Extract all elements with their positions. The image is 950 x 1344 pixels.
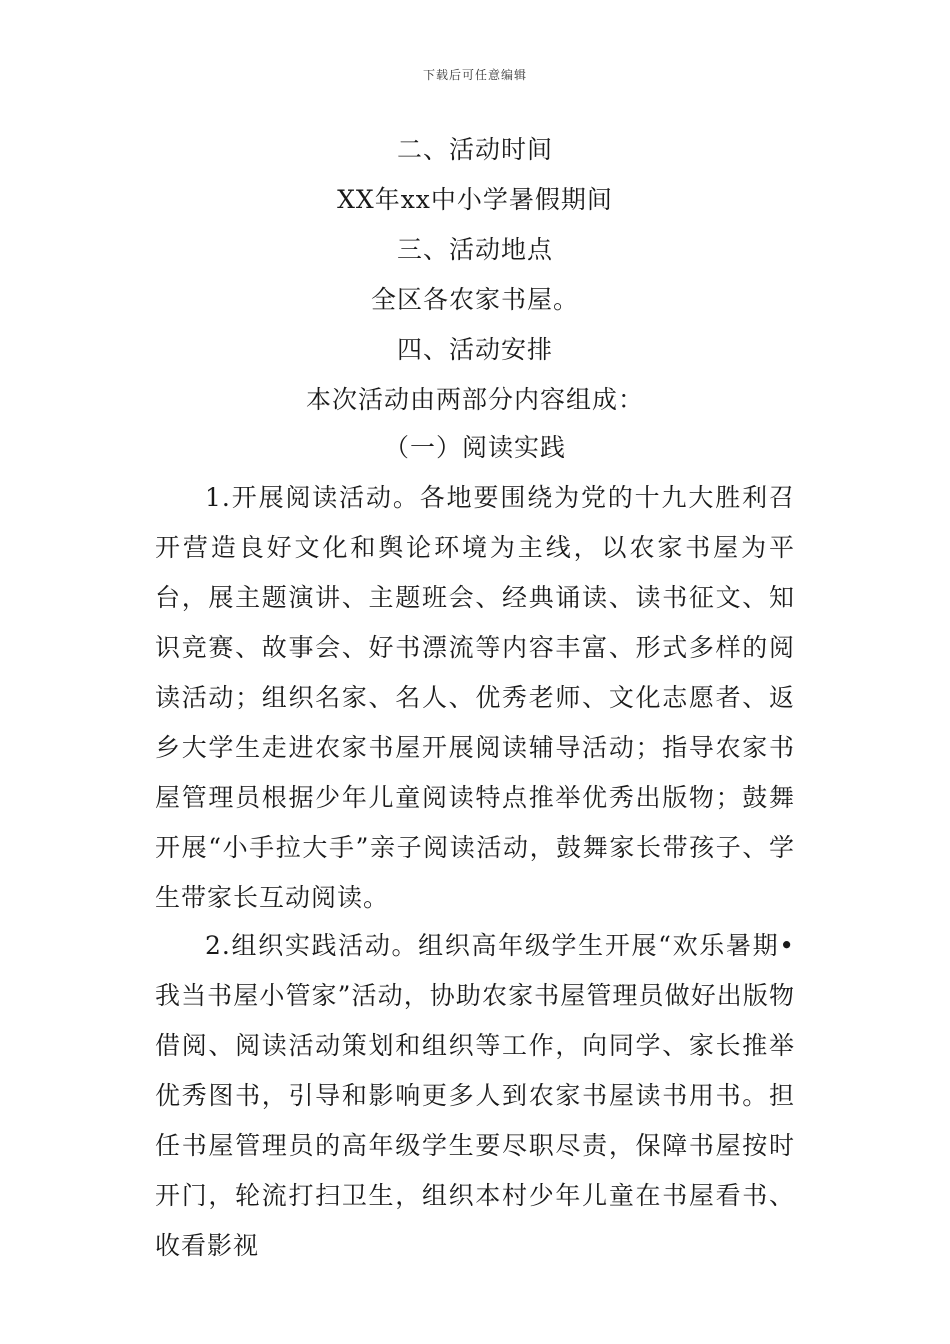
- heading-activity-arrangement: 四、活动安排: [396, 335, 553, 364]
- section-reading-practice: （一）阅读实践: [383, 433, 566, 462]
- header-note: 下载后可任意编辑: [422, 68, 527, 82]
- activity-place-value: 全区各农家书屋。: [370, 285, 579, 314]
- paragraph-reading-activities: 1.开展阅读活动。各地要围绕为党的十九大胜利召开营造良好文化和舆论环境为主线，以农家书屋为平台，展主题演讲、主题班会、经典诵读、读书征文、知识竞赛、故事会、好书漂流等内容丰富、形式多样的阅读活动；组织名家、名人、优秀老师、文化志愿者、返乡大学生走进农家书屋开展阅读辅导活动；指导农家书屋管理员根据少年儿童阅读特点推举优秀出版物；鼓舞开展“小手拉大手”亲子阅读活动，鼓舞家长带孩子、学生带家长互动阅读。: [155, 483, 795, 912]
- heading-activity-place: 三、活动地点: [396, 235, 553, 264]
- heading-activity-time: 二、活动时间: [396, 135, 553, 164]
- paragraph-practice-activities: 2.组织实践活动。组织高年级学生开展“欢乐暑期•我当书屋小管家”活动，协助农家书屋管理员做好出版物借阅、阅读活动策划和组织等工作，向同学、家长推举优秀图书，引导和影响更多人到农家书屋读书用书。担任书屋管理员的高年级学生要尽职尽责，保障书屋按时开门，轮流打扫卫生，组织本村少年儿童在书屋看书、收看影视: [155, 931, 795, 1260]
- composition-intro: 本次活动由两部分内容组成：: [305, 385, 644, 414]
- activity-time-value: XX年xx中小学暑假期间: [337, 185, 613, 214]
